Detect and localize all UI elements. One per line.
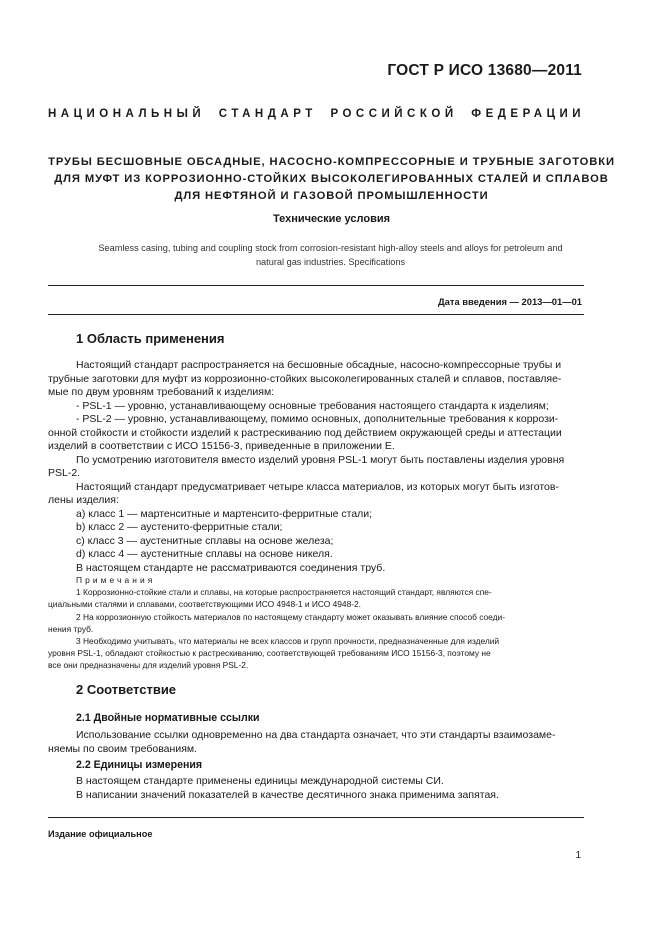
note-line: циальными сталями и сплавами, соответствующими ИСО 4948-1 и ИСО 4948-2. <box>48 599 362 610</box>
introduction-date: Дата введения — 2013—01—01 <box>437 296 582 307</box>
paragraph-line: В настоящем стандарте не рассматриваются соединения труб. <box>76 561 386 574</box>
english-title-line-2: natural gas industries. Specifications <box>255 257 406 267</box>
document-title <box>48 154 615 205</box>
subsection-2-2-body <box>48 775 584 802</box>
notes-block <box>48 574 584 672</box>
note-line: 3 Необходимо учитывать, что материалы не всех классов и групп прочности, предназначенные для изделий <box>76 636 500 647</box>
official-edition-label: Издание официальное <box>48 829 153 839</box>
list-item-psl1: - PSL-1 — уровню, устанавливающему основные требования настоящего стандарта к изделиям; <box>76 399 549 412</box>
paragraph-line: онной стойкости и стойкости изделий к растрескиванию под действием окружающей среды и аттестации <box>48 426 562 439</box>
footer-divider <box>48 817 584 818</box>
subsection-2-1-title: 2.1 Двойные нормативные ссылки <box>76 712 260 724</box>
paragraph-line: няемы по своим требованиям. <box>48 742 198 755</box>
national-standard-heading: НАЦИОНАЛЬНЫЙ СТАНДАРТ РОССИЙСКОЙ ФЕДЕРАЦИИ <box>48 108 585 120</box>
page-number: 1 <box>575 850 581 861</box>
paragraph-line: В настоящем стандарте применены единицы международной системы СИ. <box>76 775 444 787</box>
class-list-item: b) класс 2 — аустенито-ферритные стали; <box>76 521 283 533</box>
subsection-2-2-title: 2.2 Единицы измерения <box>76 759 203 771</box>
document-subtitle: Технические условия <box>272 213 391 225</box>
paragraph-line: По усмотрению изготовителя вместо изделий уровня PSL-1 могут быть поставлены изделия уровня <box>76 453 565 466</box>
note-line: все они предназначены для изделий уровня PSL-2. <box>48 660 249 671</box>
title-divider <box>48 285 584 286</box>
paragraph-line: мые по двум уровням требований к изделиям: <box>48 386 275 398</box>
class-list-item: c) класс 3 — аустенитные сплавы на основе железа; <box>76 534 334 547</box>
english-title-line-1: Seamless casing, tubing and coupling stock from corrosion-resistant high-alloy steels and alloys for petroleum and <box>98 243 563 253</box>
class-list-item: d) класс 4 — аустенитные сплавы на основе никеля. <box>76 548 333 560</box>
section-1-title: 1 Область применения <box>76 331 225 346</box>
notes-heading: Примечания <box>76 575 156 585</box>
paragraph-line: Настоящий стандарт распространяется на бесшовные обсадные, насосно-компрессорные трубы и <box>76 359 562 371</box>
note-line: 1 Коррозионно-стойкие стали и сплавы, на которые распространяется настоящий стандарт, являются спе- <box>76 587 492 598</box>
note-line: нения труб. <box>48 623 94 634</box>
standard-number: ГОСТ Р ИСО 13680—2011 <box>387 62 582 79</box>
note-line: 2 На коррозионную стойкость материалов по настоящему стандарту может оказывать влияние способ соеди- <box>76 611 505 622</box>
paragraph-line: PSL-2. <box>48 467 81 479</box>
class-list-item: a) класс 1 — мартенситные и мартенсито-ферритные стали; <box>76 507 373 520</box>
english-title <box>58 241 603 269</box>
title-line-1: ТРУБЫ БЕСШОВНЫЕ ОБСАДНЫЕ, НАСОСНО-КОМПРЕССОРНЫЕ И ТРУБНЫЕ ЗАГОТОВКИ <box>48 156 615 168</box>
note-line: уровня PSL-1, обладают стойкостью к растрескиванию, соответствующей требованиям ИСО 15156-3, поэтому не <box>48 648 491 659</box>
paragraph-line: трубные заготовки для муфт из коррозионно-стойких высоколегированных сталей и сплавов, поставляе- <box>48 372 562 385</box>
paragraph-line: Использование ссылки одновременно на два стандарта означает, что эти стандарты взаимозаме- <box>76 729 556 741</box>
paragraph-line: Настоящий стандарт предусматривает четыре класса материалов, из которых могут быть изготов- <box>76 480 559 493</box>
title-line-3: ДЛЯ НЕФТЯНОЙ И ГАЗОВОЙ ПРОМЫШЛЕННОСТИ <box>174 190 489 202</box>
title-line-2: ДЛЯ МУФТ ИЗ КОРРОЗИОННО-СТОЙКИХ ВЫСОКОЛЕГИРОВАННЫХ СТАЛЕЙ И СПЛАВОВ <box>54 173 609 185</box>
date-divider <box>48 314 584 315</box>
paragraph-line: лены изделия: <box>48 494 119 506</box>
section-1-body <box>48 359 584 575</box>
list-item-psl2: - PSL-2 — уровню, устанавливающему, помимо основных, дополнительные требования к коррози- <box>76 413 559 425</box>
section-2-title: 2 Соответствие <box>76 682 177 697</box>
subsection-2-1-body <box>48 729 584 756</box>
paragraph-line: В написании значений показателей в качестве десятичного знака применима запятая. <box>76 788 499 801</box>
paragraph-line: изделий в соответствии с ИСО 15156-3, приведенные в приложении Е. <box>48 440 395 452</box>
